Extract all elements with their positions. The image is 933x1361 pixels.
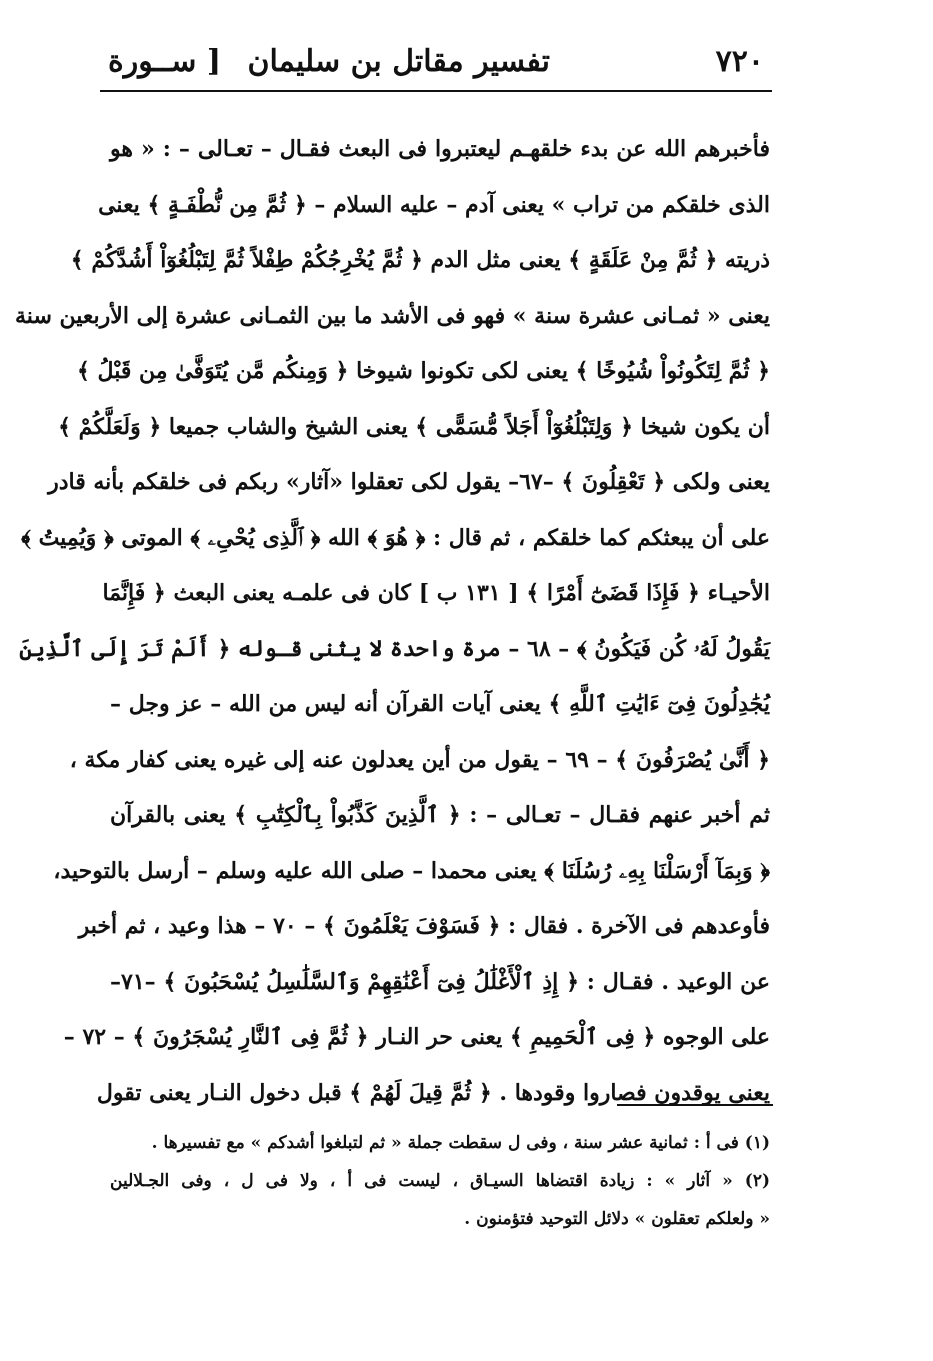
text-line: يعنى يوقدون فصاروا وقودها . ﴿ ثُمَّ قِيلَ لَهُمْ ﴾ قبل دخول النـار يعنى تقول <box>96 1079 770 1106</box>
text-line: فأخبرهم الله عن بدء خلقهـم ليعتبروا فى البعث فقـال – تعـالى – : « هو <box>110 136 770 162</box>
header-rule <box>100 90 772 92</box>
text-line: الذى خلقكم من تراب » يعنى آدم – عليه السلام – ﴿ ثُمَّ مِن نُّطْفَـةٍ ﴾ يعنى <box>98 191 770 218</box>
footnote-rule <box>617 1104 773 1106</box>
surah-label: [ ســورة <box>108 44 222 79</box>
text-line: أن يكون شيخا ﴿ وَلِتَبْلُغُوٓاْ أَجَلاً مُّسَمًّى ﴾ يعنى الشيخ والشاب جميعا ﴿ وَلَعَلَّكُمْ ﴾ <box>58 413 770 440</box>
text-line: يَقُولُ لَهُۥ كُن فَيَكُونُ ﴾ – ٦٨ – مرة واحدة لا يثنى قـوله ﴿ أَلَمْ تَرَ إِلَى ٱلَّذِينَ <box>19 635 770 662</box>
text-line: ﴿ أَنَّىٰ يُصْرَفُونَ ﴾ – ٦٩ – يقول من أين يعدلون عنه إلى غيره يعنى كفار مكة ، <box>69 746 770 773</box>
footnotes <box>110 1124 770 1238</box>
book-title: تفسير مقاتل بن سليمان <box>247 44 550 79</box>
text-line: ذريته ﴿ ثُمَّ مِنْ عَلَقَةٍ ﴾ يعنى مثل الدم ﴿ ثُمَّ يُخْرِجُكُمْ طِفْلاً ثُمَّ لِتَبْلُغُوٓاْ أَشُدَّكُمْ ﴾ <box>70 247 770 273</box>
footnote-1: (١) فى أ : ثمانية عشر سنة ، وفى ل سقطت جملة « ثم لتبلغوا أشدكم » مع تفسيرها . <box>151 1133 770 1153</box>
text-line: ثم أخبر عنهم فقـال – تعـالى – : ﴿ ٱلَّذِينَ كَذَّبُواْ بِٱلْكِتَٰبِ ﴾ يعنى بالقرآن <box>110 802 770 828</box>
text-line: يعنى ولكى ﴿ تَعْقِلُونَ ﴾ –٦٧– يقول لكى تعقلوا «آثار» ربكم فى خلقكم بأنه قادر <box>48 469 770 495</box>
main-text <box>15 122 770 1121</box>
text-line: على الوجوه ﴿ فِى ٱلْحَمِيمِ ﴾ يعنى حر النـار ﴿ ثُمَّ فِى ٱلنَّارِ يُسْجَرُونَ ﴾ – ٧٢ – <box>63 1024 770 1050</box>
text-line: يعنى « ثمـانى عشرة سنة » فهو فى الأشد ما بين الثمـانى عشرة إلى الأربعين سنة <box>15 302 770 329</box>
text-line: على أن يبعثكم كما خلقكم ، ثم قال : ﴿ هُوَ ﴾ الله ﴿ ٱلَّذِى يُحْىِۦ ﴾ الموتى ﴿ وَيُمِيتُ ﴾ <box>21 524 770 551</box>
text-line: الأحيـاء ﴿ فَإِذَا قَضَىٰٓ أَمْرًا ﴾ [ ١٣١ ب ] كان فى علمـه يعنى البعث ﴿ فَإِنَّمَا <box>102 580 770 606</box>
text-line: ﴿ وَبِمَآ أَرْسَلْنَا بِهِۦ رُسُلَنَا ﴾ يعنى محمدا – صلى الله عليه وسلم – أرسل بالتوحيد، <box>53 857 770 884</box>
footnote-2-continued: « ولعلكم تعقلون » دلائل التوحيد فتؤمنون . <box>464 1209 770 1229</box>
text-line: ﴿ ثُمَّ لِتَكُونُواْ شُيُوخًا ﴾ يعنى لكى تكونوا شيوخا ﴿ وَمِنكُم مَّن يُتَوَفَّىٰ مِن قَبْلُ ﴾ <box>77 358 770 384</box>
text-line: يُجَٰدِلُونَ فِىٓ ءَايَٰتِ ٱللَّهِ ﴾ يعنى آيات القرآن أنه ليس من الله – عز وجل – <box>110 691 770 717</box>
text-line: عن الوعيد . فقـال : ﴿ إِذِ ٱلْأَغْلَٰلُ فِىٓ أَعْنَٰقِهِمْ وَٱلسَّلَٰسِلُ يُسْحَبُونَ ﴾ –٧١– <box>110 968 770 995</box>
page-number: ٧٢٠ <box>715 44 764 79</box>
text-line: فأوعدهم فى الآخرة . فقال : ﴿ فَسَوْفَ يَعْلَمُونَ ﴾ – ٧٠ – هذا وعيد ، ثم أخبر <box>78 913 770 939</box>
footnote-2: (٢) « آثار » : زيادة اقتضاها السيـاق ، ليست فى أ ، ولا فى ل ، وفى الجـلالين <box>110 1171 770 1191</box>
page-header <box>100 38 772 92</box>
